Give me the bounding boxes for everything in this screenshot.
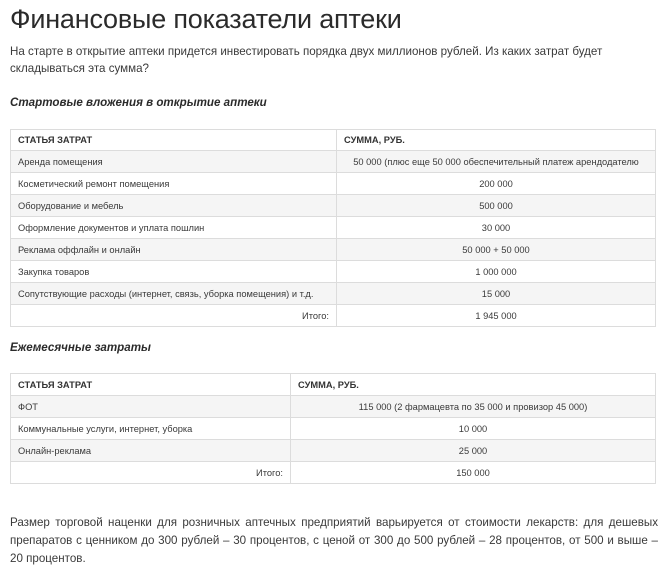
cost-sum: 50 000 (плюс еще 50 000 обеспечительный платеж арендодателю (337, 151, 656, 173)
cost-sum: 30 000 (337, 217, 656, 239)
cost-item: Оборудование и мебель (11, 195, 337, 217)
cost-item: Закупка товаров (11, 261, 337, 283)
table-row (11, 239, 656, 261)
cost-sum: 200 000 (337, 173, 656, 195)
cost-sum: 1 000 000 (337, 261, 656, 283)
table-total-row (11, 462, 656, 484)
cost-item: Онлайн-реклама (11, 440, 291, 462)
column-header-sum: СУММА, РУБ. (337, 130, 656, 151)
total-label: Итого: (11, 305, 337, 327)
cost-item: Реклама оффлайн и онлайн (11, 239, 337, 261)
cost-item: Аренда помещения (11, 151, 337, 173)
table-row (11, 151, 656, 173)
table-row (11, 195, 656, 217)
markup-paragraph: Размер торговой наценки для розничных аптечных предприятий варьируется от стоимости лекарств: для дешевых препаратов с ценником до 300 рублей – 30 процентов, с ценой от 300 до 500 рублей – 28 процентов, от 500 и выше – 20 процентов. (10, 516, 658, 565)
cost-item: Оформление документов и уплата пошлин (11, 217, 337, 239)
monthly-costs-table (10, 373, 656, 484)
column-header-item: СТАТЬЯ ЗАТРАТ (11, 130, 337, 151)
cost-sum: 25 000 (291, 440, 656, 462)
cost-item: Коммунальные услуги, интернет, уборка (11, 418, 291, 440)
cost-item: Сопутствующие расходы (интернет, связь, уборка помещения) и т.д. (11, 283, 337, 305)
cost-sum: 50 000 + 50 000 (337, 239, 656, 261)
table-total-row (11, 305, 656, 327)
monthly-heading: Ежемесячные затраты (10, 341, 151, 354)
table-header-row (11, 130, 656, 151)
cost-sum: 115 000 (2 фармацевта по 35 000 и провизор 45 000) (291, 396, 656, 418)
table-row (11, 261, 656, 283)
total-sum: 150 000 (291, 462, 656, 484)
startup-heading: Стартовые вложения в открытие аптеки (10, 96, 267, 109)
startup-costs-table (10, 129, 656, 327)
table-row (11, 173, 656, 195)
total-label: Итого: (11, 462, 291, 484)
cost-sum: 500 000 (337, 195, 656, 217)
table-row (11, 396, 656, 418)
cost-sum: 10 000 (291, 418, 656, 440)
table-row (11, 418, 656, 440)
cost-item: Косметический ремонт помещения (11, 173, 337, 195)
table-row (11, 217, 656, 239)
column-header-item: СТАТЬЯ ЗАТРАТ (11, 374, 291, 396)
column-header-sum: СУММА, РУБ. (291, 374, 656, 396)
table-row (11, 283, 656, 305)
page-title: Финансовые показатели аптеки (10, 4, 402, 34)
cost-sum: 15 000 (337, 283, 656, 305)
intro-paragraph: На старте в открытие аптеки придется инвестировать порядка двух миллионов рублей. Из каких затрат будет складываться эта сумма? (10, 45, 603, 75)
table-header-row (11, 374, 656, 396)
table-row (11, 440, 656, 462)
total-sum: 1 945 000 (337, 305, 656, 327)
cost-item: ФОТ (11, 396, 291, 418)
